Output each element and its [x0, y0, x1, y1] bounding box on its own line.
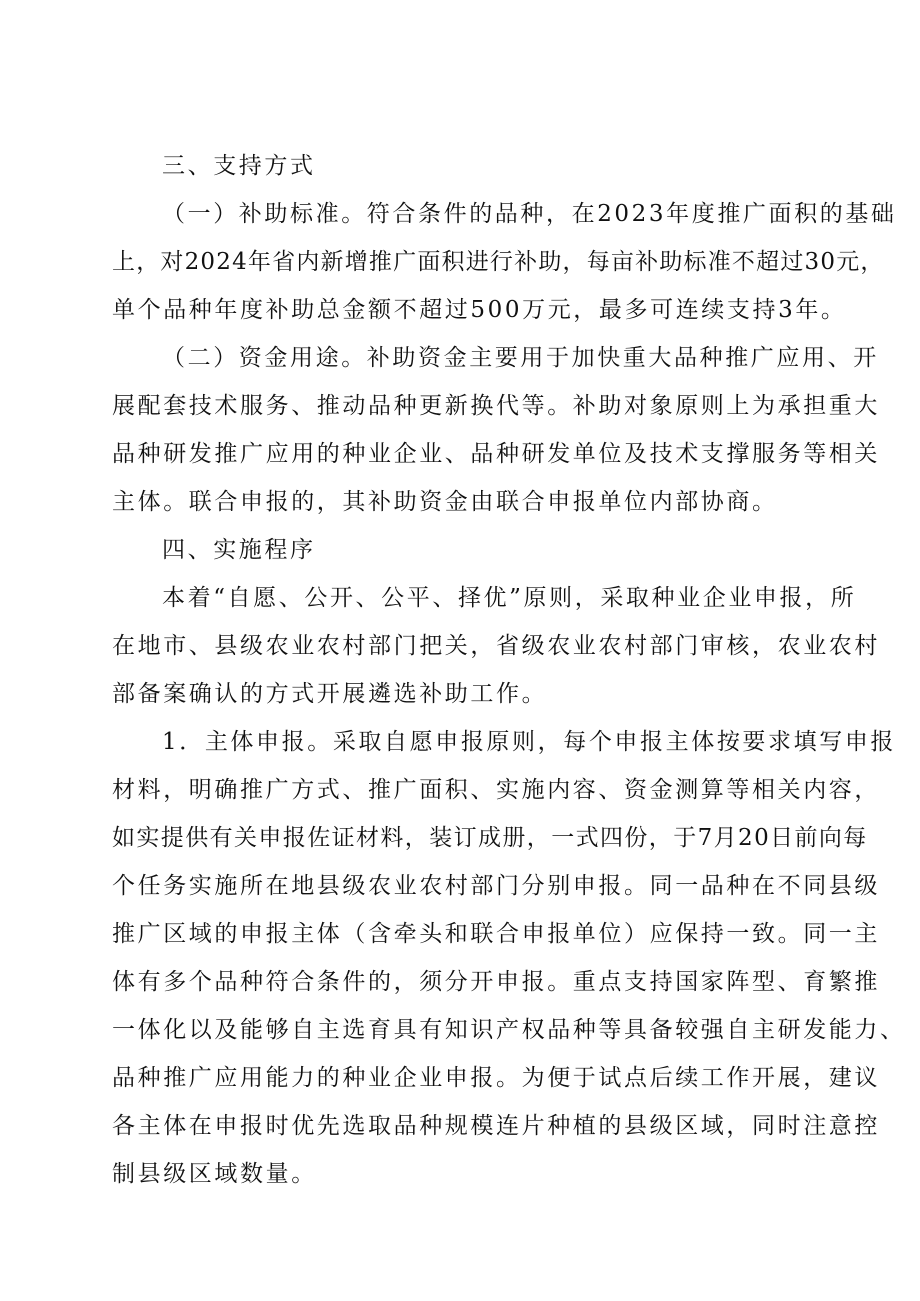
paragraph-main-declaration-line-8: 品种推广应用能力的种业企业申报。为便于试点后续工作开展，建议: [112, 1065, 880, 1091]
section-heading-implementation: 四、实施程序: [162, 537, 316, 563]
paragraph-fund-use-line-3: 品种研发推广应用的种业企业、品种研发单位及技术支撑服务等相关: [112, 441, 880, 467]
paragraph-main-declaration-line-5: 推广区域的申报主体（含牵头和联合申报单位）应保持一致。同一主: [112, 921, 880, 947]
paragraph-fund-use-line-4: 主体。联合申报的，其补助资金由联合申报单位内部协商。: [112, 489, 778, 515]
paragraph-main-declaration-line-9: 各主体在申报时优先选取品种规模连片种植的县级区域，同时注意控: [112, 1113, 880, 1139]
paragraph-subsidy-standard-line-3: 单个品种年度补助总金额不超过500万元，最多可连续支持3年。: [112, 297, 847, 323]
paragraph-subsidy-standard-line-2: 上，对2024年省内新增推广面积进行补助，每亩补助标准不超过30元，: [112, 249, 885, 275]
paragraph-main-declaration-line-3: 如实提供有关申报佐证材料，装订成册，一式四份，于7月20日前向每: [112, 825, 868, 851]
section-heading-support-method: 三、支持方式: [162, 153, 316, 179]
paragraph-fund-use-line-2: 展配套技术服务、推动品种更新换代等。补助对象原则上为承担重大: [112, 393, 880, 419]
paragraph-main-declaration-line-7: 一体化以及能够自主选育具有知识产权品种等具备较强自主研发能力、: [112, 1017, 906, 1043]
paragraph-main-declaration-line-10: 制县级区域数量。: [112, 1161, 317, 1187]
paragraph-main-declaration-line-1: 1．主体申报。采取自愿申报原则，每个申报主体按要求填写申报: [162, 729, 897, 755]
paragraph-principles-line-3: 部备案确认的方式开展遴选补助工作。: [112, 681, 548, 707]
paragraph-principles-line-2: 在地市、县级农业农村部门把关，省级农业农村部门审核，农业农村: [112, 633, 880, 659]
paragraph-fund-use-line-1: （二）资金用途。补助资金主要用于加快重大品种推广应用、开: [162, 345, 879, 371]
paragraph-main-declaration-line-4: 个任务实施所在地县级农业农村部门分别申报。同一品种在不同县级: [112, 873, 880, 899]
paragraph-main-declaration-line-2: 材料，明确推广方式、推广面积、实施内容、资金测算等相关内容，: [112, 777, 880, 803]
paragraph-main-declaration-line-6: 体有多个品种符合条件的，须分开申报。重点支持国家阵型、育繁推: [112, 969, 880, 995]
paragraph-subsidy-standard-line-1: （一）补助标准。符合条件的品种，在2023年度推广面积的基础: [162, 201, 897, 227]
paragraph-principles-line-1: 本着“自愿、公开、公平、择优”原则，采取种业企业申报，所: [162, 585, 857, 611]
